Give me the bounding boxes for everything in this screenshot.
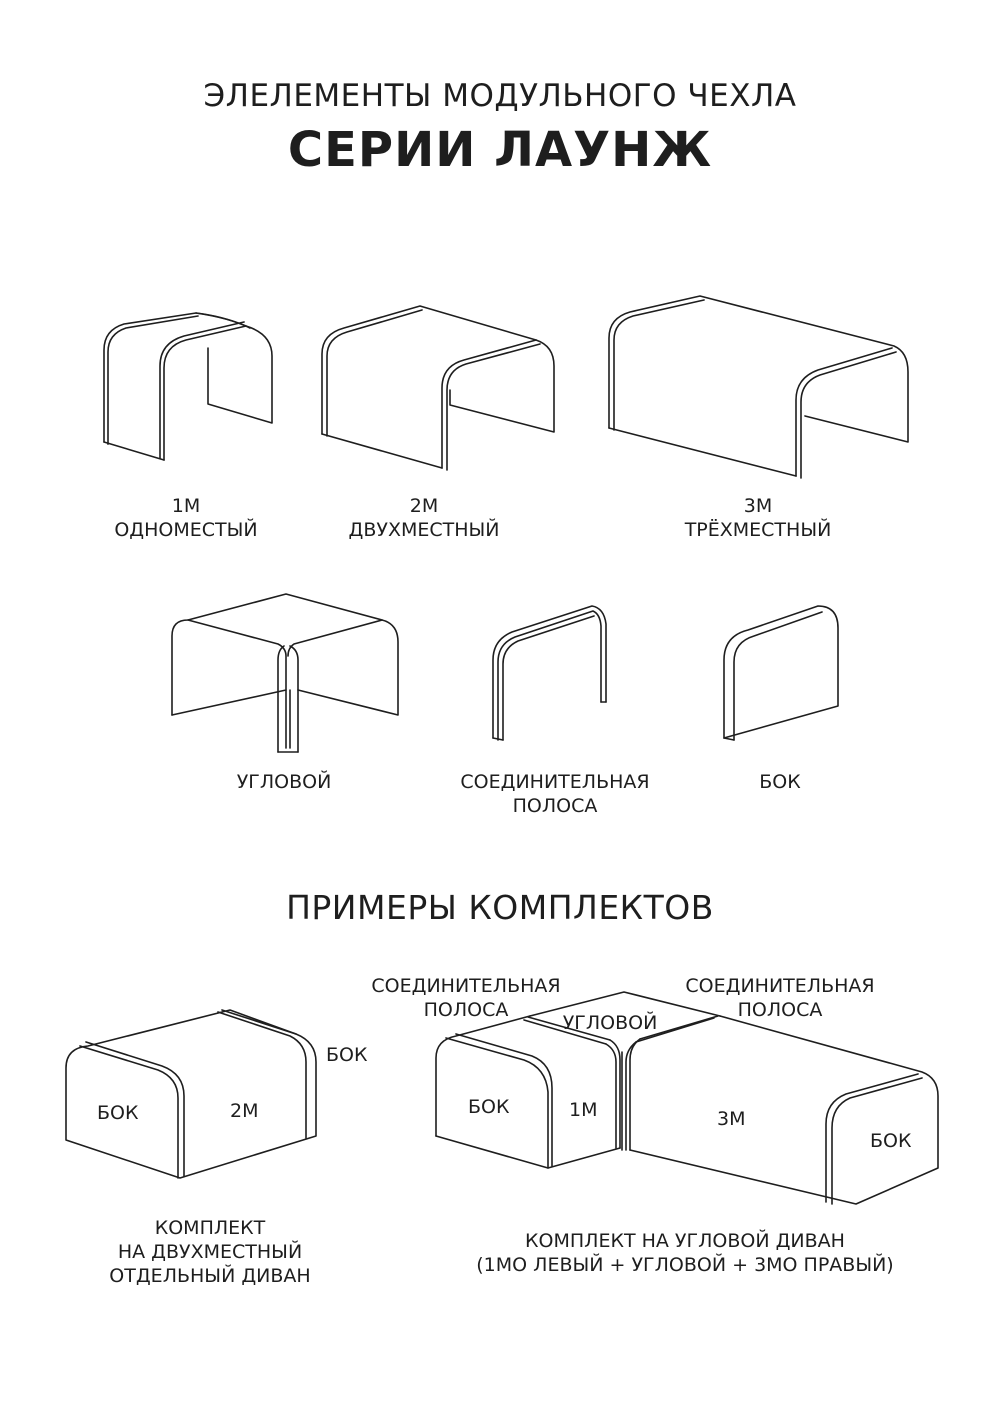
examples-title: ПРИМЕРЫ КОМПЛЕКТОВ [286, 888, 714, 927]
set2-caption [460, 1229, 910, 1277]
set2-label-corner: УГЛОВОЙ [562, 1012, 658, 1034]
set2-label-module-3: 3М [717, 1108, 746, 1130]
connecting-strip-drawing [493, 606, 606, 740]
label-name: ТРЁХМЕСТНЫЙ [684, 519, 832, 541]
set2-label-strip-left [356, 974, 576, 1022]
set2-drawing [436, 992, 938, 1204]
label-side: БОК [759, 771, 801, 793]
set2-label-side-right: БОК [870, 1130, 912, 1152]
label-line2: ПОЛОСА [423, 999, 509, 1021]
caption-line: (1МО ЛЕВЫЙ + УГЛОВОЙ + 3МО ПРАВЫЙ) [476, 1254, 894, 1276]
label-line2: ПОЛОСА [737, 999, 823, 1021]
page-title-line2: СЕРИИ ЛАУНЖ [287, 122, 713, 178]
corner-drawing [172, 594, 398, 752]
caption-line: НА ДВУХМЕСТНЫЙ [117, 1241, 303, 1263]
set1-label-module: 2М [230, 1100, 259, 1122]
set2-label-side-left: БОК [468, 1096, 510, 1118]
label-module-3m [658, 494, 858, 542]
label-line1: СОЕДИНИТЕЛЬНАЯ [685, 975, 875, 997]
module-1m-drawing [104, 313, 272, 460]
caption-line: КОМПЛЕКТ [154, 1217, 266, 1239]
module-3m-drawing [609, 296, 908, 478]
label-line2: ПОЛОСА [512, 795, 598, 817]
label-code: 3М [743, 495, 773, 517]
label-name: ДВУХМЕСТНЫЙ [348, 519, 500, 541]
caption-line: КОМПЛЕКТ НА УГЛОВОЙ ДИВАН [525, 1230, 845, 1252]
label-corner: УГЛОВОЙ [236, 771, 332, 793]
label-module-2m [324, 494, 524, 542]
page-title-line1: ЭЛЕЛЕМЕНТЫ МОДУЛЬНОГО ЧЕХЛА [203, 78, 797, 114]
label-connecting-strip [440, 770, 670, 818]
set1-caption [90, 1216, 330, 1288]
set2-label-strip-right [670, 974, 890, 1022]
label-line1: СОЕДИНИТЕЛЬНАЯ [460, 771, 650, 793]
module-2m-drawing [322, 306, 554, 470]
label-module-1m [86, 494, 286, 542]
label-line1: СОЕДИНИТЕЛЬНАЯ [371, 975, 561, 997]
label-code: 1М [171, 495, 201, 517]
side-panel-drawing [724, 606, 838, 740]
caption-line: ОТДЕЛЬНЫЙ ДИВАН [109, 1265, 311, 1287]
set2-label-module-1: 1М [569, 1099, 598, 1121]
set1-drawing [66, 1010, 316, 1178]
set1-label-side-back: БОК [326, 1044, 368, 1066]
set1-label-side-front: БОК [97, 1102, 139, 1124]
label-code: 2М [409, 495, 439, 517]
label-name: ОДНОМЕСТЫЙ [114, 519, 258, 541]
